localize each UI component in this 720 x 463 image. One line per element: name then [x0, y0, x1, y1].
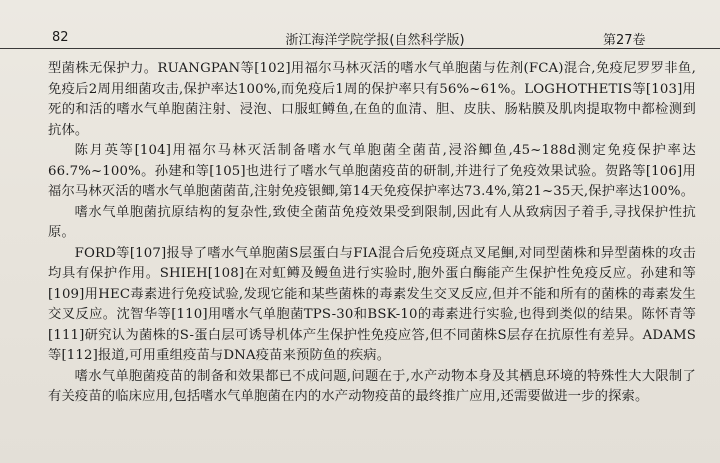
paragraph-text: 嗜水气单胞菌抗原结构的复杂性,致使全菌苗免疫效果受到限制,因此有人从致病因子着手,寻找保护性抗原。 [48, 204, 696, 240]
paragraph-1 [48, 59, 696, 141]
paragraph-text: 嗜水气单胞菌疫苗的制备和效果都已不成问题,问题在于,水产动物本身及其栖息环境的特殊性大大限制了有关疫苗的临床应用,包括嗜水气单胞菌在内的水产动物疫苗的最终推广应用,还需要做进一步的探索。 [48, 368, 696, 404]
journal-title: 浙江海洋学院学报(自然科学版) [285, 33, 465, 48]
article-body [48, 59, 696, 408]
header-rule [0, 48, 720, 49]
paragraph-2 [48, 141, 696, 203]
volume-label: 第27卷 [603, 33, 646, 48]
running-header [0, 0, 720, 52]
paragraph-text: 型菌株无保护力。RUANGPAN等[102]用福尔马林灭活的嗜水气单胞菌与佐剂(FCA)混合,免疫尼罗罗非鱼,免疫后2周用细菌攻击,保护率达100%,而免疫后1周的保护率只有56%~61%。LOGHOTHETIS等[103]用死的和活的嗜水气单胞菌注射、浸泡、口服虹鳟鱼,在鱼的血清、胆、皮肤、肠粘膜及肌肉提取物中都检测到抗体。 [48, 61, 696, 138]
page-number: 82 [52, 30, 69, 45]
paragraph-text: 陈月英等[104]用福尔马林灭活制备嗜水气单胞菌全菌苗,浸浴鲫鱼,45~188d测定免疫保护率达66.7%~100%。孙建和等[105]也进行了嗜水气单胞菌疫苗的研制,并进行了免疫效果试验。贺路等[106]用福尔马林灭活的嗜水气单胞菌菌苗,注射免疫银鲫,第14天免疫保护率达73.4%,第21~35天,保护率达100%。 [48, 143, 696, 199]
paragraph-3 [48, 203, 696, 244]
paragraph-5 [48, 367, 696, 408]
paragraph-4 [48, 244, 696, 367]
paragraph-text: FORD等[107]报导了嗜水气单胞菌S层蛋白与FIA混合后免疫斑点叉尾鮰,对同型菌株和异型菌株的攻击均具有保护作用。SHIEH[108]在对虹鳟及鳗鱼进行实验时,胞外蛋白酶能产生保护性免疫反应。孙建和等[109]用HEC毒素进行免疫试验,发现它能和某些菌株的毒素发生交叉反应,但并不能和所有的菌株的毒素发生交叉反应。沈智华等[110]用嗜水气单胞菌TPS-30和BSK-10的毒素进行实验,也得到类似的结果。陈怀青等[111]研究认为菌株的S-蛋白层可诱导机体产生保护性免疫应答,但不同菌株S层存在抗原性有差异。ADAMS等[112]报道,可用重组疫苗与DNA疫苗来预防鱼的疾病。 [48, 245, 696, 363]
